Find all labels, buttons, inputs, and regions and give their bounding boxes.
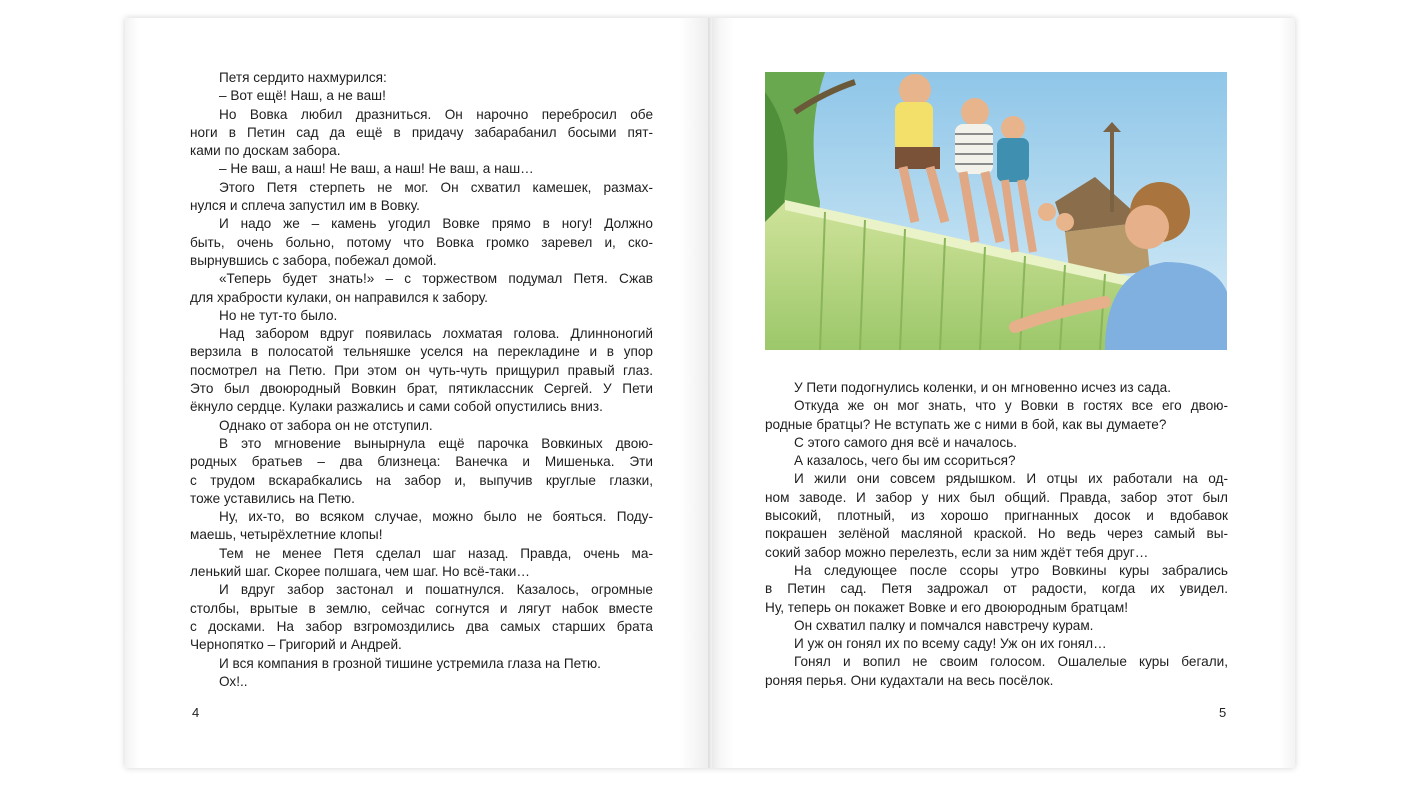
text-line: Ну, их-то, во всяком случае, можно было не бояться. Поду- [219, 509, 653, 525]
right-page-text [765, 379, 1228, 690]
text-line: Ну, теперь он покажет Вовке и его двоюродным братцам! [765, 599, 1128, 615]
text-line: Откуда же он мог знать, что у Вовки в гостях все его двою- [794, 398, 1228, 414]
text-line: ленький шаг. Скорее полшага, чем шаг. Но всё-таки… [190, 564, 530, 580]
text-line: с досками. На забор взгромоздились два самых старших брата [190, 618, 653, 634]
text-line: вырнувшись с забора, побежал домой. [190, 252, 437, 268]
text-line: родные братцы? Не вступать же с ними в бой, как вы думаете? [765, 416, 1167, 432]
text-line: столбы, врытые в землю, сейчас согнутся и лягут набок вместе [190, 600, 653, 616]
text-line: верзила в полосатой тельняшке уселся на перекладине и в упор [190, 344, 653, 360]
text-line: роняя перья. Они кудахтали на весь посёлок. [765, 672, 1054, 688]
text-line: – Не ваш, а наш! Не ваш, а наш! Не ваш, а наш… [219, 161, 534, 177]
page-number-right: 5 [1219, 705, 1227, 720]
text-line: родных братьев – два близнеца: Ванечка и Мишенька. Эти [190, 454, 653, 470]
text-line: Гонял и вопил не своим голосом. Ошалелые куры бегали, [794, 654, 1228, 670]
book-gutter [708, 18, 712, 768]
text-line: И жили они совсем рядышком. И отцы их работали на од- [794, 471, 1228, 487]
text-line: для храбрости кулаки, он направился к забору. [190, 289, 488, 305]
text-line: На следующее после ссоры утро Вовкины куры забрались [794, 562, 1228, 578]
left-page-text [190, 69, 653, 691]
text-line: ёкнуло сердце. Кулаки разжались и сами собой опустились вниз. [190, 399, 603, 415]
text-line: С этого самого дня всё и началось. [794, 434, 1017, 450]
text-line: в Петин сад. Петя задрожал от радости, когда их увидел. [765, 581, 1228, 597]
text-line: ноги в Петин сад да ещё в придачу забарабанил босыми пят- [190, 124, 653, 140]
text-line: Но Вовка любил дразниться. Он нарочно перебросил обе [219, 106, 653, 122]
text-line: посмотрел на Петю. При этом он чуть-чуть прищурил правый глаз. [190, 362, 653, 378]
text-line: У Пети подогнулись коленки, и он мгновенно исчез из сада. [794, 380, 1171, 395]
text-line: высокий, плотный, из хорошо пригнанных досок и вдобавок [765, 508, 1228, 524]
text-line: тоже уставились на Петю. [190, 490, 355, 506]
text-line: В это мгновение вынырнула ещё парочка Вовкиных двою- [219, 435, 653, 451]
text-line: Ох!.. [219, 673, 248, 689]
page-number-left: 4 [192, 705, 200, 720]
illustration-image [765, 72, 1227, 350]
text-line: Это был двоюродный Вовкин брат, пятиклассник Сергей. У Пети [190, 381, 653, 397]
left-page [125, 18, 710, 768]
text-line: ками по доскам забора. [190, 143, 341, 159]
text-line: Этого Петя стерпеть не мог. Он схватил камешек, размах- [219, 179, 653, 195]
text-line: И вдруг забор застонал и пошатнулся. Казалось, огромные [219, 582, 653, 598]
text-line: Петя сердито нахмурился: [219, 70, 387, 85]
text-line: Над забором вдруг появилась лохматая голова. Длинноногий [219, 326, 653, 342]
illustration-boys-on-fence [765, 72, 1227, 350]
text-line: маешь, четырёхлетние клопы! [190, 527, 383, 543]
text-line: Он схватил палку и помчался навстречу курам. [794, 617, 1094, 633]
text-line: И уж он гонял их по всему саду! Уж он их гонял… [794, 636, 1107, 652]
text-line: Чернопятко – Григорий и Андрей. [190, 637, 402, 653]
text-line: сокий забор можно перелезть, если за ним ждёт тебя друг… [765, 544, 1149, 560]
text-line: «Теперь будет знать!» – с торжеством подумал Петя. Сжав [219, 271, 653, 287]
text-line: И надо же – камень угодил Вовке прямо в ногу! Должно [219, 216, 653, 232]
text-line: А казалось, чего бы им ссориться? [794, 453, 1016, 469]
text-line: нулся и сплеча запустил им в Вовку. [190, 198, 420, 214]
text-line: Но не тут-то было. [219, 307, 338, 323]
text-line: быть, очень больно, потому что Вовка громко заревел и, ско- [190, 234, 653, 250]
text-line: покрашен зелёной масляной краской. Но ведь через самый вы- [765, 526, 1228, 542]
text-line: Однако от забора он не отступил. [219, 417, 433, 433]
book-spread [125, 18, 1295, 768]
right-page [710, 18, 1295, 768]
text-line: И вся компания в грозной тишине устремила глаза на Петю. [219, 655, 601, 671]
text-line: с трудом вскарабкались на забор и, выпучив круглые глазки, [190, 472, 653, 488]
text-line: – Вот ещё! Наш, а не ваш! [219, 88, 386, 104]
text-line: Тем не менее Петя сделал шаг назад. Правда, очень ма- [219, 545, 653, 561]
text-line: ном заводе. И забор у них был общий. Правда, забор этот был [765, 489, 1228, 505]
